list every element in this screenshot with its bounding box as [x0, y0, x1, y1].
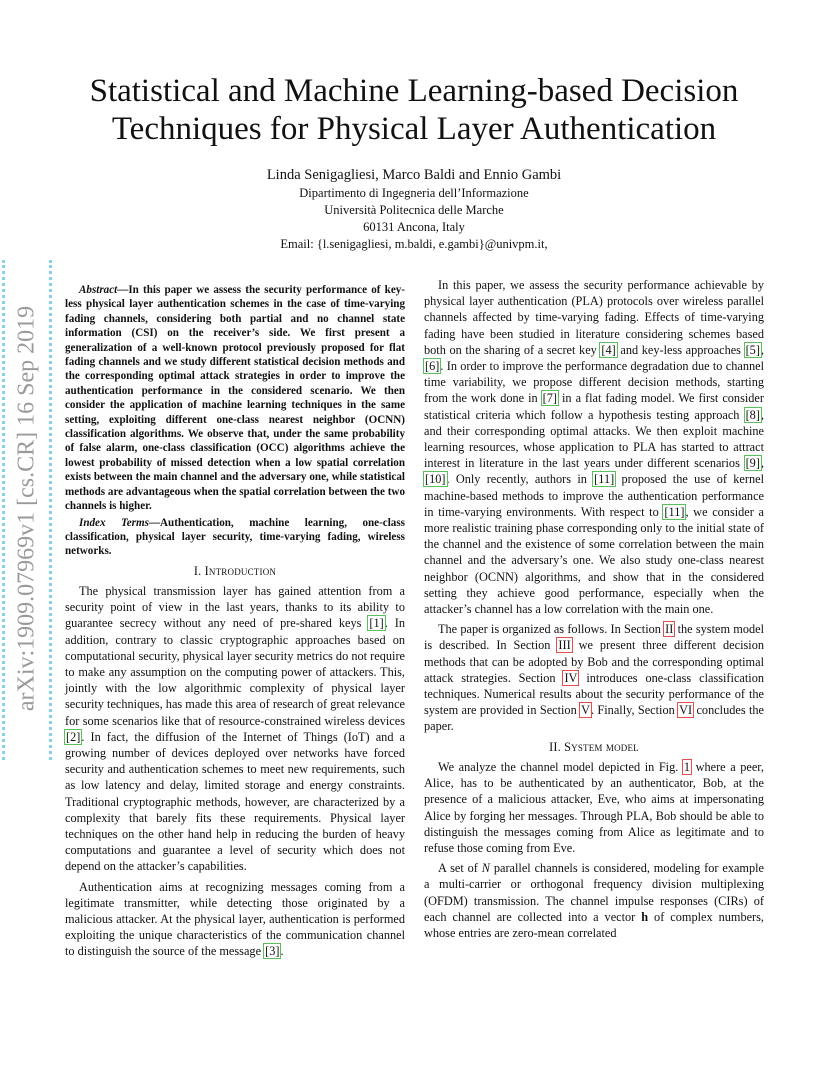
author-names: Linda Senigagliesi, Marco Baldi and Ennio Gambi: [266, 167, 562, 183]
citation-link[interactable]: [7]: [542, 391, 558, 406]
citation-link[interactable]: [5]: [745, 342, 760, 357]
intro-paragraph-4: [424, 621, 764, 734]
section-heading-system-model: [424, 739, 764, 755]
title-line-2: Techniques for Physical Layer Authentication: [111, 111, 717, 147]
intro-paragraph-3: [424, 277, 764, 617]
text-run: ,: [760, 456, 764, 471]
section-number: I.: [193, 563, 205, 578]
arxiv-stamp: [2, 260, 52, 760]
section-link[interactable]: V: [581, 703, 590, 718]
text-run: , and their corresponding optimal attacks. We then exploit machine learning resources, whose application to PLA has started to attract interest in literature in the last years under different scenarios: [424, 407, 764, 471]
section-link[interactable]: III: [558, 638, 571, 653]
citation-link[interactable]: [3]: [265, 944, 280, 959]
affiliation-line-2: Università Politecnica delle Marche: [324, 203, 504, 217]
text-run: proposed the use of kernel machine-based methods to improve the authentication performance in time-varying environments. With respect to: [424, 472, 764, 519]
citation-link[interactable]: [11]: [664, 504, 685, 519]
system-paragraph-2: [424, 860, 764, 941]
text-run: where a peer, Alice, has to be authenticated by an authenticator, Bob, at the presence of a malicious attacker, Eve, who aims at impersonating Alice by forging her messages. Through PLA, Bob should be able to distinguish the messages coming from Alice as legitimate and to refuse those coming from Eve.: [424, 759, 764, 855]
math-symbol-h: h: [641, 909, 649, 924]
citation-link[interactable]: [4]: [601, 342, 616, 357]
section-link[interactable]: IV: [564, 670, 578, 685]
text-run: in a flat fading model. We first consider statistical criteria which follow a hypothesis testing approach: [424, 391, 764, 422]
text-run: The physical transmission layer has gained attention from a security point of view in the last years, thanks to its ability to guarantee secrecy without any need of pre-shared keys: [65, 583, 405, 631]
title-line-1: Statistical and Machine Learning-based Decision: [89, 73, 739, 109]
text-run: The paper is organized as follows. In Section: [438, 622, 665, 637]
section-title: System model: [564, 739, 639, 754]
index-terms-label: Index Terms: [79, 516, 149, 529]
figure-link[interactable]: 1: [683, 759, 691, 774]
system-paragraph-1: [424, 759, 764, 856]
citation-link[interactable]: [1]: [369, 616, 384, 631]
abstract: [65, 283, 405, 514]
author-email: Email: {l.senigagliesi, m.baldi, e.gambi}@univpm.it,: [280, 237, 548, 251]
text-run: A set of: [438, 861, 482, 876]
text-run: , we consider a more realistic training phase corresponding only to the initial state of the channel and the existence of some correlation between the main channel and the adversary’s one. We also study one-class nearest neighbor (OCNN) algorithms, and show that in the considered setting they achieve good performance, especially when the attacker’s channel has a low correlation with the main one.: [424, 504, 764, 617]
citation-link[interactable]: [8]: [745, 407, 760, 422]
author-block: [100, 165, 728, 253]
text-run: In this paper, we assess the security performance achievable by physical layer authentication (PLA) protocols over wireless parallel channels affected by time-varying fading. Effects of time-varying fading have been studied in literature considering schemes based both on the sharing of a secret key: [424, 278, 764, 357]
text-run: we present three different decision methods that can be adopted by Bob and the corresponding optimal attack strategies. Section: [424, 638, 764, 685]
section-link[interactable]: II: [665, 622, 674, 637]
affiliation-line-1: Dipartimento di Ingegneria dell’Informazione: [299, 186, 529, 200]
citation-link[interactable]: [11]: [594, 472, 615, 487]
text-run: .: [280, 944, 284, 959]
text-run: We analyze the channel model depicted in Fig.: [438, 759, 683, 774]
text-run: and key-less approaches: [616, 342, 745, 357]
text-run: ,: [760, 342, 764, 357]
right-column: [424, 277, 764, 941]
text-run: . In order to improve the performance degradation due to channel time variability, we propose different decision methods, starting from the work done in: [424, 359, 764, 406]
text-run: concludes the paper.: [424, 703, 765, 734]
intro-paragraph-2: [65, 879, 405, 960]
paper-title: [40, 72, 788, 148]
citation-link[interactable]: [9]: [745, 456, 760, 471]
section-link[interactable]: VI: [679, 703, 693, 718]
text-run: . In addition, contrary to classic cryptographic approaches based on computational security, physical layer security metrics do not require to make any assumption on the computing power of attackers. This, jointly with the low algorithmic complexity of physical layer security techniques, has made this area of research of great relevance for some scenarios like that of resource-constrained wireless devices: [65, 616, 405, 728]
section-title: Introduction: [204, 563, 277, 578]
citation-link[interactable]: [10]: [425, 472, 446, 487]
section-number: II.: [549, 739, 565, 754]
abstract-label: Abstract: [79, 284, 118, 296]
math-symbol-n: N: [481, 861, 490, 876]
index-terms: [65, 516, 405, 559]
intro-paragraph-1: [65, 583, 405, 875]
affiliation-line-3: 60131 Ancona, Italy: [363, 220, 465, 234]
text-run: the system model is described. In Section: [424, 622, 764, 653]
abstract-text: —In this paper we assess the security performance of key-less physical layer authentication schemes in the case of time-varying fading channels, considering both partial and no channel state information (CSI) on the receiver’s side. We first present a generalization of a well-known protocol previously proposed for flat fading channels and we study different statistical decision methods and the corresponding optimal attack strategies in order to improve the authentication performance in the considered scenario. We then consider the application of machine learning techniques in the same setting, exploiting different one-class nearest neighbor (OCNN) classification algorithms. We observe that, under the same probability of false alarm, one-class classification (OCC) algorithms achieve the lowest probability of missed detection when a low spatial correlation exists between the main channel and the adversary one, while statistical methods are advantageous when the spatial correlation between the two channels is higher.: [65, 284, 405, 513]
text-run: . Finally, Section: [590, 703, 679, 718]
text-run: of complex numbers, whose entries are zero-mean correlated: [424, 909, 765, 940]
citation-link[interactable]: [2]: [66, 729, 81, 744]
section-heading-introduction: [65, 563, 405, 579]
index-terms-text: —Authentication, machine learning, one-class classification, physical layer security, time-varying fading, wireless networks.: [65, 516, 405, 558]
text-run: . Only recently, authors in: [446, 472, 594, 487]
text-run: Authentication aims at recognizing messages coming from a legitimate transmitter, while detecting those originated by a malicious attacker. At the physical layer, authentication is performed exploiting the unique characteristics of the communication channel to distinguish the source of the message: [65, 879, 405, 959]
text-run: . In fact, the diffusion of the Internet of Things (IoT) and a growing number of devices deployed over networks have forced security and authentication schemes to meet new requirements, such as low latency and delay, limited storage and energy constraints. Traditional cryptographic methods, however, are characterized by a complexity that barely fits these requirements. Physical layer techniques on the other hand help in reducing the burden of heavy computations and guarantee a level of security which does not depend on the attacker’s capabilities.: [65, 729, 405, 874]
arxiv-id[interactable]: arXiv:1909.07969v1 [cs.CR] 16 Sep 2019: [13, 305, 40, 712]
text-run: parallel channels is considered, modeling for example a multi-carrier or orthogonal frequency division multiplexing (OFDM) transmission. The channel impulse responses (CIRs) of each channel are collected into a vector: [424, 861, 765, 924]
left-column: [65, 283, 405, 960]
citation-link[interactable]: [6]: [425, 359, 440, 374]
text-run: introduces one-class classification techniques. Numerical results about the security performance of the system are provided in Section: [424, 670, 764, 718]
